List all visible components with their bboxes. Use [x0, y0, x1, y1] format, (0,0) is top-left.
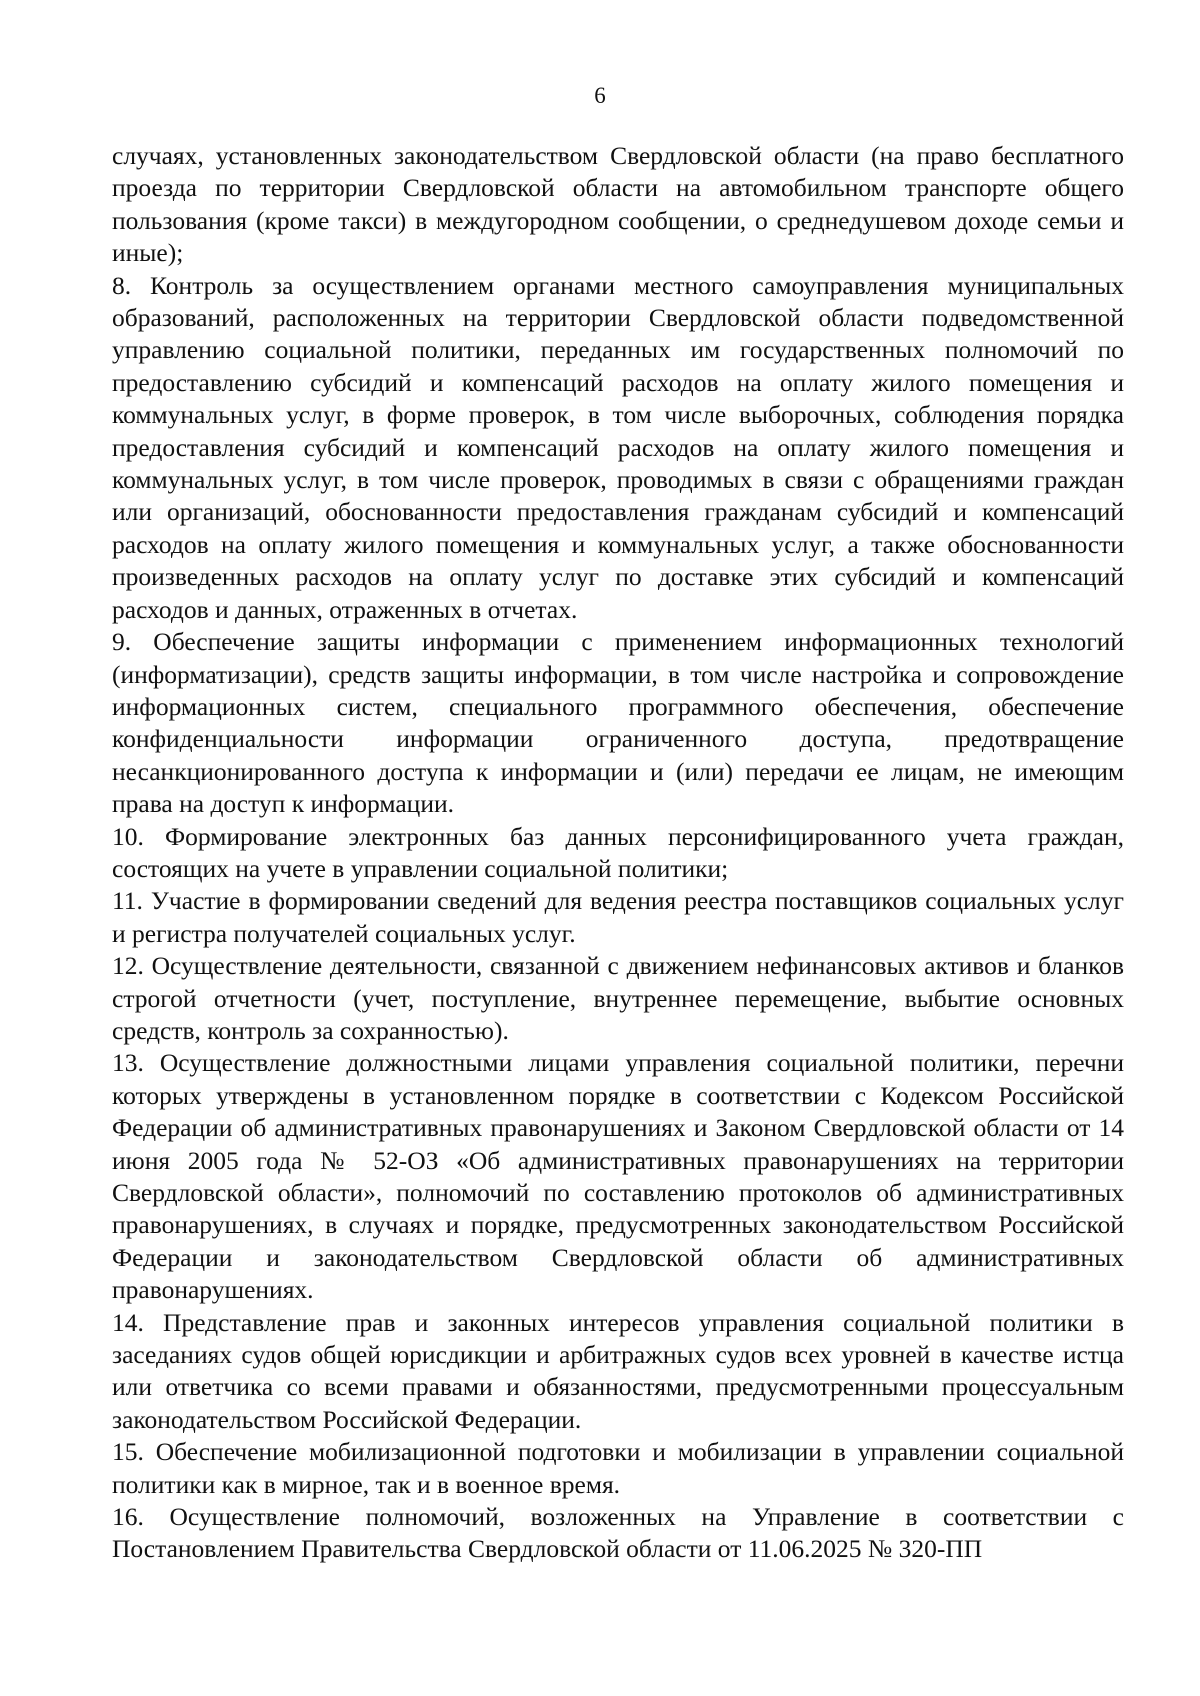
paragraph-10: 10. Формирование электронных баз данных персонифицированного учета граждан, состоящих на учете в управлении социальной политики;	[112, 821, 1124, 883]
document-body	[112, 140, 1124, 1566]
paragraph-13: 13. Осуществление должностными лицами управления социальной политики, перечни которых утверждены в установленном порядке в соответствии с Кодексом Российской Федерации об административных правонарушениях и Законом Свердловской области от 14 июня 2005 года № 52-ОЗ «Об административных правонарушениях на территории Свердловской области», полномочий по составлению протоколов об административных правонарушениях, в случаях и порядке, предусмотренных законодательством Российской Федерации и законодательством Свердловской области об административных правонарушениях.	[112, 1048, 1124, 1305]
page-number: 6	[594, 83, 606, 108]
paragraph-continuation: случаях, установленных законодательством Свердловской области (на право бесплатного проезда по территории Свердловской области на автомобильном транспорте общего пользования (кроме такси) в междугородном сообщении, о среднедушевом доходе семьи и иные);	[112, 141, 1124, 268]
paragraph-12: 12. Осуществление деятельности, связанной с движением нефинансовых активов и бланков строгой отчетности (учет, поступление, внутреннее перемещение, выбытие основных средств, контроль за сохранностью).	[112, 951, 1124, 1045]
paragraph-16: 16. Осуществление полномочий, возложенных на Управление в соответствии с Постановлением Правительства Свердловской области от 11.06.2025 № 320-ПП	[112, 1502, 1124, 1564]
paragraph-11: 11. Участие в формировании сведений для ведения реестра поставщиков социальных услуг и регистра получателей социальных услуг.	[112, 886, 1124, 948]
paragraph-9: 9. Обеспечение защиты информации с применением информационных технологий (информатизации), средств защиты информации, в том числе настройка и сопровождение информационных систем, специального программного обеспечения, обеспечение конфиденциальности информации ограниченного доступа, предотвращение несанкционированного доступа к информации и (или) передачи ее лицам, не имеющим права на доступ к информации.	[112, 627, 1124, 819]
paragraph-14: 14. Представление прав и законных интересов управления социальной политики в заседаниях судов общей юрисдикции и арбитражных судов всех уровней в качестве истца или ответчика со всеми правами и обязанностями, предусмотренными процессуальным законодательством Российской Федерации.	[112, 1307, 1124, 1434]
paragraph-8: 8. Контроль за осуществлением органами местного самоуправления муниципальных образований, расположенных на территории Свердловской области подведомственной управлению социальной политики, переданных им государственных полномочий по предоставлению субсидий и компенсаций расходов на оплату жилого помещения и коммунальных услуг, в форме проверок, в том числе выборочных, соблюдения порядка предоставления субсидий и компенсаций расходов на оплату жилого помещения и коммунальных услуг, в том числе проверок, проводимых в связи с обращениями граждан или организаций, обоснованности предоставления гражданам субсидий и компенсаций расходов на оплату жилого помещения и коммунальных услуг, а также обоснованности произведенных расходов на оплату услуг по доставке этих субсидий и компенсаций расходов и данных, отраженных в отчетах.	[112, 270, 1124, 624]
paragraph-15: 15. Обеспечение мобилизационной подготовки и мобилизации в управлении социальной политики как в мирное, так и в военное время.	[112, 1437, 1124, 1499]
